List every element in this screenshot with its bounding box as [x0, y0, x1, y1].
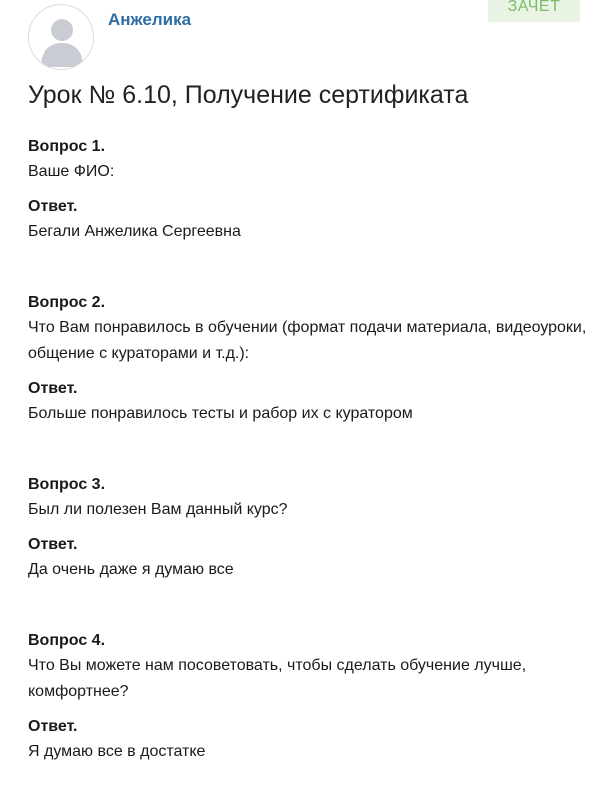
user-name-link[interactable]: Анжелика — [108, 10, 192, 29]
answer-text: Да очень даже я думаю все — [28, 561, 234, 578]
answer-text: Я думаю все в достатке — [28, 743, 206, 760]
question-label: Вопрос 4. — [28, 632, 106, 649]
page-title: Урок № 6.10, Получение сертификата — [28, 81, 469, 109]
answer-text: Больше понравилось тесты и рабор их с куратором — [28, 405, 413, 422]
qa-item — [28, 291, 588, 427]
question-label: Вопрос 2. — [28, 294, 106, 311]
question-label: Вопрос 1. — [28, 138, 106, 155]
answer-text: Бегали Анжелика Сергеевна — [28, 223, 241, 240]
qa-item — [28, 135, 588, 245]
avatar[interactable] — [28, 4, 94, 70]
status-badge: ЗАЧЕТ — [488, 0, 580, 22]
question-text: Что Вам понравилось в обучении (формат подачи материала, видеоуроки, общение с кураторами и т.д.): — [28, 319, 587, 362]
user-silhouette-icon — [29, 5, 94, 70]
answer-label: Ответ. — [28, 380, 78, 397]
question-text: Был ли полезен Вам данный курс? — [28, 501, 288, 518]
question-text: Ваше ФИО: — [28, 163, 115, 180]
answer-label: Ответ. — [28, 198, 78, 215]
qa-list — [28, 135, 588, 811]
answer-label: Ответ. — [28, 718, 78, 735]
qa-item — [28, 473, 588, 583]
question-label: Вопрос 3. — [28, 476, 106, 493]
question-text: Что Вы можете нам посоветовать, чтобы сделать обучение лучше, комфортнее? — [28, 657, 527, 700]
answer-label: Ответ. — [28, 536, 78, 553]
qa-item — [28, 629, 588, 765]
